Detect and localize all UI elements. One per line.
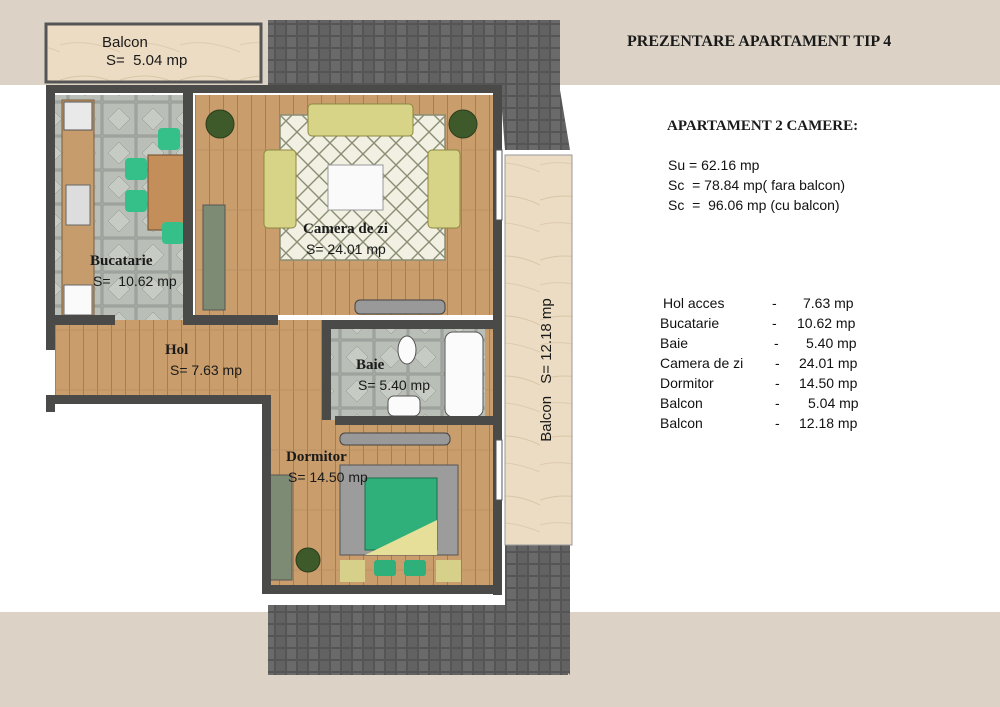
area-dash: - (772, 315, 777, 331)
area-value: 14.50 mp (799, 375, 858, 391)
window (496, 150, 502, 220)
roof-top-right (500, 20, 570, 150)
room-area-dormitor: S= 14.50 mp (288, 469, 368, 485)
area-name: Balcon (660, 395, 703, 411)
pillow (374, 560, 396, 576)
stove (64, 285, 92, 315)
room-label-camera: Camera de zi (303, 221, 388, 237)
room-area-balcon-top: S= 5.04 mp (106, 52, 188, 69)
room-label-bucatarie: Bucatarie (90, 253, 153, 269)
washbasin (388, 396, 420, 416)
room-label-hol: Hol (165, 342, 189, 358)
cooktop (64, 102, 92, 130)
plant (296, 548, 320, 572)
total-line: Sc = 78.84 mp( fara balcon) (668, 177, 846, 193)
room-label-balcon-right (538, 270, 558, 470)
roof-top (268, 20, 500, 85)
room-area-baie: S= 5.40 mp (358, 377, 430, 393)
area-dash: - (774, 335, 779, 351)
apartment-subtitle: APARTAMENT 2 CAMERE: (667, 118, 859, 134)
room-area-camera: S= 24.01 mp (306, 241, 386, 257)
area-value: 24.01 mp (799, 355, 858, 371)
living-wall-unit (203, 205, 225, 310)
toilet (398, 336, 416, 364)
wardrobe (270, 475, 292, 580)
plant (449, 110, 477, 138)
pillow (404, 560, 426, 576)
room-label-balcon-right-name: Balcon (538, 395, 555, 442)
sink (66, 185, 90, 225)
room-label-balcon-top: Balcon (102, 34, 148, 51)
room-label-baie: Baie (356, 357, 385, 373)
area-value: 5.04 mp (808, 395, 859, 411)
area-name: Balcon (660, 415, 703, 431)
chair (158, 128, 180, 150)
area-value: 10.62 mp (797, 315, 856, 331)
total-line: Su = 62.16 mp (668, 157, 760, 173)
area-name: Hol acces (663, 295, 725, 311)
area-name: Baie (660, 335, 689, 351)
area-dash: - (775, 395, 780, 411)
tv-console (355, 300, 445, 314)
area-dash: - (775, 355, 780, 371)
area-dash: - (775, 375, 780, 391)
dresser (340, 433, 450, 445)
room-label-dormitor: Dormitor (286, 449, 347, 465)
chair (162, 222, 184, 244)
armchair-left (264, 150, 296, 228)
area-dash: - (772, 295, 777, 311)
bathtub (445, 332, 483, 417)
window (496, 440, 502, 500)
area-value: 7.63 mp (803, 295, 854, 311)
sofa-top (308, 104, 413, 136)
page-title: PREZENTARE APARTAMENT TIP 4 (627, 33, 892, 50)
plant (206, 110, 234, 138)
area-name: Camera de zi (660, 355, 744, 371)
area-value: 5.40 mp (806, 335, 857, 351)
area-name: Dormitor (660, 375, 714, 391)
chair (125, 158, 147, 180)
armchair-right (428, 150, 460, 228)
coffee-table (328, 165, 383, 210)
total-line: Sc = 96.06 mp (cu balcon) (668, 197, 840, 213)
nightstand (436, 560, 461, 582)
area-dash: - (775, 415, 780, 431)
room-area-hol: S= 7.63 mp (170, 362, 242, 378)
area-value: 12.18 mp (799, 415, 858, 431)
room-area-bucatarie: S= 10.62 mp (93, 273, 177, 289)
chair (125, 190, 147, 212)
room-label-balcon-right-area: S= 12.18 mp (538, 298, 555, 384)
area-name: Bucatarie (660, 315, 720, 331)
nightstand (340, 560, 365, 582)
